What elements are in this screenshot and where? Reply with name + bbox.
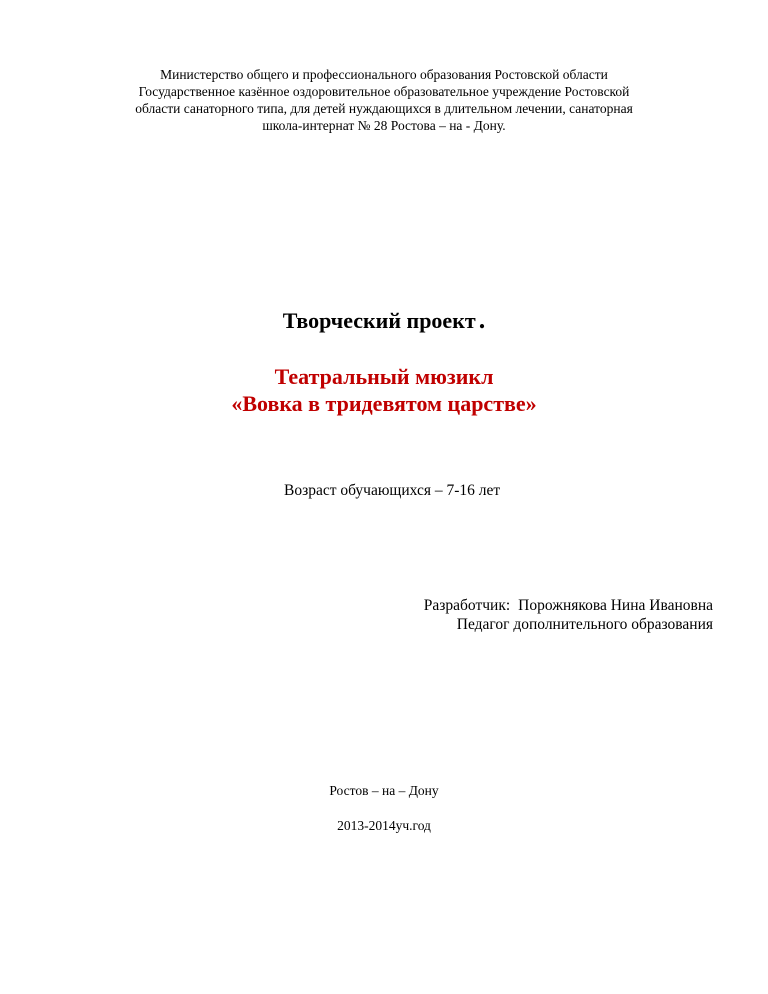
academic-year: 2013-2014уч.год [337, 818, 431, 833]
header-line-institution-type: области санаторного типа, для детей нуждающихся в длительном лечении, санаторная [135, 101, 633, 116]
title-line-genre: Театральный мюзикл [274, 364, 494, 389]
title-line-name: «Вовка в тридевятом царстве» [231, 391, 537, 416]
project-label-dot: . [478, 305, 486, 334]
city: Ростов – на – Дону [329, 783, 439, 798]
author-name-line [424, 596, 713, 615]
header-line-school: школа-интернат № 28 Ростова – на - Дону. [262, 118, 506, 133]
student-age: Возраст обучающихся – 7-16 лет [284, 482, 501, 499]
project-label-text: Творческий проект [282, 308, 476, 333]
institution-header [0, 66, 768, 134]
author-info [424, 596, 713, 634]
document-title [0, 363, 768, 417]
author-name: Порожнякова Нина Ивановна [518, 597, 713, 614]
author-role-label: Разработчик: [423, 597, 511, 614]
author-position: Педагог дополнительного образования [456, 616, 713, 633]
header-line-ministry: Министерство общего и профессионального образования Ростовской области [160, 67, 608, 82]
header-line-institution: Государственное казённое оздоровительное образовательное учреждение Ростовской [138, 84, 630, 99]
project-label [0, 306, 768, 335]
